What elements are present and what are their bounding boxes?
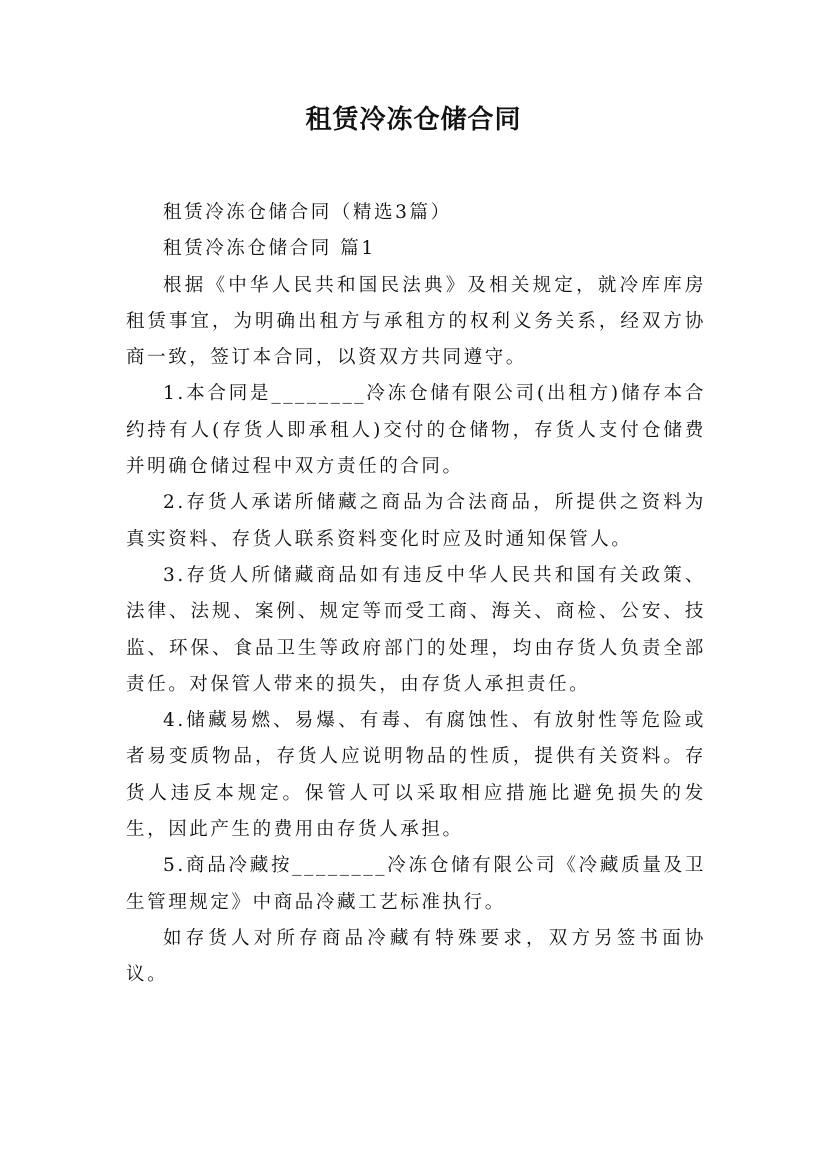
document-body [126, 195, 706, 994]
paragraph-clause-1: 1.本合同是________冷冻仓储有限公司(出租方)储存本合约持有人(存货人即承租人)交付的仓储物，存货人支付仓储费并明确仓储过程中双方责任的合同。 [126, 383, 706, 478]
paragraph-preamble: 根据《中华人民共和国民法典》及相关规定，就冷库库房租赁事宜，为明确出租方与承租方的权利义务关系，经双方协商一致，签订本合同，以资双方共同遵守。 [126, 274, 706, 369]
paragraph-clause-2: 2.存货人承诺所储藏之商品为合法商品，所提供之资料为真实资料、存货人联系资料变化时应及时通知保管人。 [126, 492, 706, 550]
document-title: 租赁冷冻仓储合同 [305, 105, 522, 135]
paragraph-section-heading: 租赁冷冻仓储合同 篇1 [163, 238, 376, 260]
paragraph-special-requirements: 如存货人对所存商品冷藏有特殊要求，双方另签书面协议。 [126, 927, 706, 986]
paragraph-subtitle: 租赁冷冻仓储合同（精选3篇） [163, 202, 452, 223]
paragraph-clause-5: 5.商品冷藏按________冷冻仓储有限公司《冷藏质量及卫生管理规定》中商品冷藏工艺标准执行。 [126, 855, 706, 913]
paragraph-clause-4: 4.储藏易燃、易爆、有毒、有腐蚀性、有放射性等危险或者易变质物品，存货人应说明物品的性质，提供有关资料。存货人违反本规定。保管人可以采取相应措施比避免损失的发生，因此产生的费用由存货人承担。 [126, 710, 706, 841]
paragraph-clause-3: 3.存货人所储藏商品如有违反中华人民共和国有关政策、法律、法规、案例、规定等而受工商、海关、商检、公安、技监、环保、食品卫生等政府部门的处理，均由存货人负责全部责任。对保管人带来的损失，由存货人承担责任。 [126, 564, 706, 695]
